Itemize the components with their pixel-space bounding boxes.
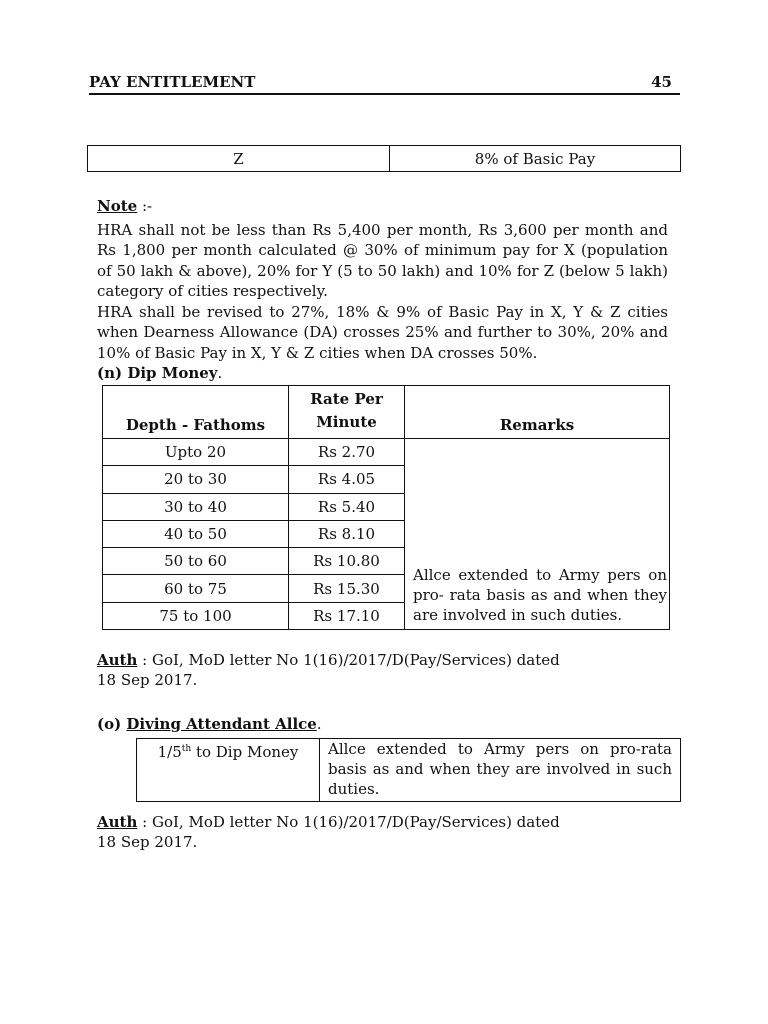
dip-money-heading xyxy=(97,363,668,384)
authority-reference-2 xyxy=(97,812,560,852)
diving-allce-table xyxy=(136,738,681,802)
depth-cell: 20 to 30 xyxy=(103,466,289,493)
rate-header-line2: Minute xyxy=(316,413,377,431)
dip-money-table xyxy=(102,385,670,630)
rate-header-line1: Rate Per xyxy=(310,390,383,408)
header-title: PAY ENTITLEMENT xyxy=(89,73,256,91)
auth-text-line1: : GoI, MoD letter No 1(16)/2017/D(Pay/Services) dated xyxy=(137,651,560,669)
depth-cell: 30 to 40 xyxy=(103,493,289,520)
table-row xyxy=(88,146,681,172)
rate-cell: Rs 2.70 xyxy=(289,439,405,466)
fraction-value: 1/5 xyxy=(157,743,182,761)
dip-money-title-suffix: . xyxy=(217,364,223,382)
diving-title: Diving Attendant Allce xyxy=(126,715,317,733)
depth-cell: 40 to 50 xyxy=(103,520,289,547)
page-header xyxy=(89,71,680,95)
diving-rate-cell xyxy=(137,739,320,802)
diving-remarks-cell: Allce extended to Army pers on pro-rata basis as and when they are involved in such duties. xyxy=(320,739,681,802)
authority-reference-1 xyxy=(97,650,560,690)
diving-prefix: (o) xyxy=(97,715,127,733)
depth-cell: 60 to 75 xyxy=(103,575,289,602)
note-label-suffix: :- xyxy=(137,197,153,215)
table-row xyxy=(137,739,681,802)
remarks-cell: Allce extended to Army pers on pro- rata basis as and when they are involved in such duties. xyxy=(405,439,670,630)
note-section xyxy=(97,196,668,384)
diving-allce-heading xyxy=(97,715,322,733)
note-heading xyxy=(97,196,668,217)
rate-cell: Rs 8.10 xyxy=(289,520,405,547)
dip-money-title: (n) Dip Money xyxy=(97,364,218,382)
auth-text-line2: 18 Sep 2017. xyxy=(97,833,198,851)
hra-rate-cell: 8% of Basic Pay xyxy=(390,146,681,172)
depth-cell: Upto 20 xyxy=(103,439,289,466)
table-header-row xyxy=(103,386,670,439)
depth-cell: 50 to 60 xyxy=(103,548,289,575)
page-number: 45 xyxy=(651,73,672,91)
rate-cell: Rs 5.40 xyxy=(289,493,405,520)
rate-cell: Rs 10.80 xyxy=(289,548,405,575)
note-paragraph-2: HRA shall be revised to 27%, 18% & 9% of Basic Pay in X, Y & Z cities when Dearness Allowance (DA) crosses 25% and further to 30%, 20% and 10% of Basic Pay in X, Y & Z cities when DA crosses 50%. xyxy=(97,302,668,362)
auth-label: Auth xyxy=(97,813,138,831)
fraction-rest: to Dip Money xyxy=(191,743,299,761)
table-row xyxy=(103,439,670,466)
diving-suffix: . xyxy=(316,715,322,733)
city-category-cell: Z xyxy=(88,146,390,172)
hra-z-row-table xyxy=(87,145,681,172)
fraction-superscript: th xyxy=(181,744,192,754)
rate-cell: Rs 15.30 xyxy=(289,575,405,602)
remarks-header: Remarks xyxy=(405,386,670,439)
rate-cell: Rs 4.05 xyxy=(289,466,405,493)
rate-cell: Rs 17.10 xyxy=(289,602,405,629)
note-label: Note xyxy=(97,197,138,215)
auth-label: Auth xyxy=(97,651,138,669)
auth-text-line1: : GoI, MoD letter No 1(16)/2017/D(Pay/Services) dated xyxy=(137,813,560,831)
note-paragraph-1: HRA shall not be less than Rs 5,400 per month, Rs 3,600 per month and Rs 1,800 per month calculated @ 30% of minimum pay for X (population of 50 lakh & above), 20% for Y (5 to 50 lakh) and 10% for Z (below 5 lakh) category of cities respectively. xyxy=(97,220,668,300)
depth-cell: 75 to 100 xyxy=(103,602,289,629)
auth-text-line2: 18 Sep 2017. xyxy=(97,671,198,689)
depth-header: Depth - Fathoms xyxy=(103,386,289,439)
rate-header xyxy=(289,386,405,439)
